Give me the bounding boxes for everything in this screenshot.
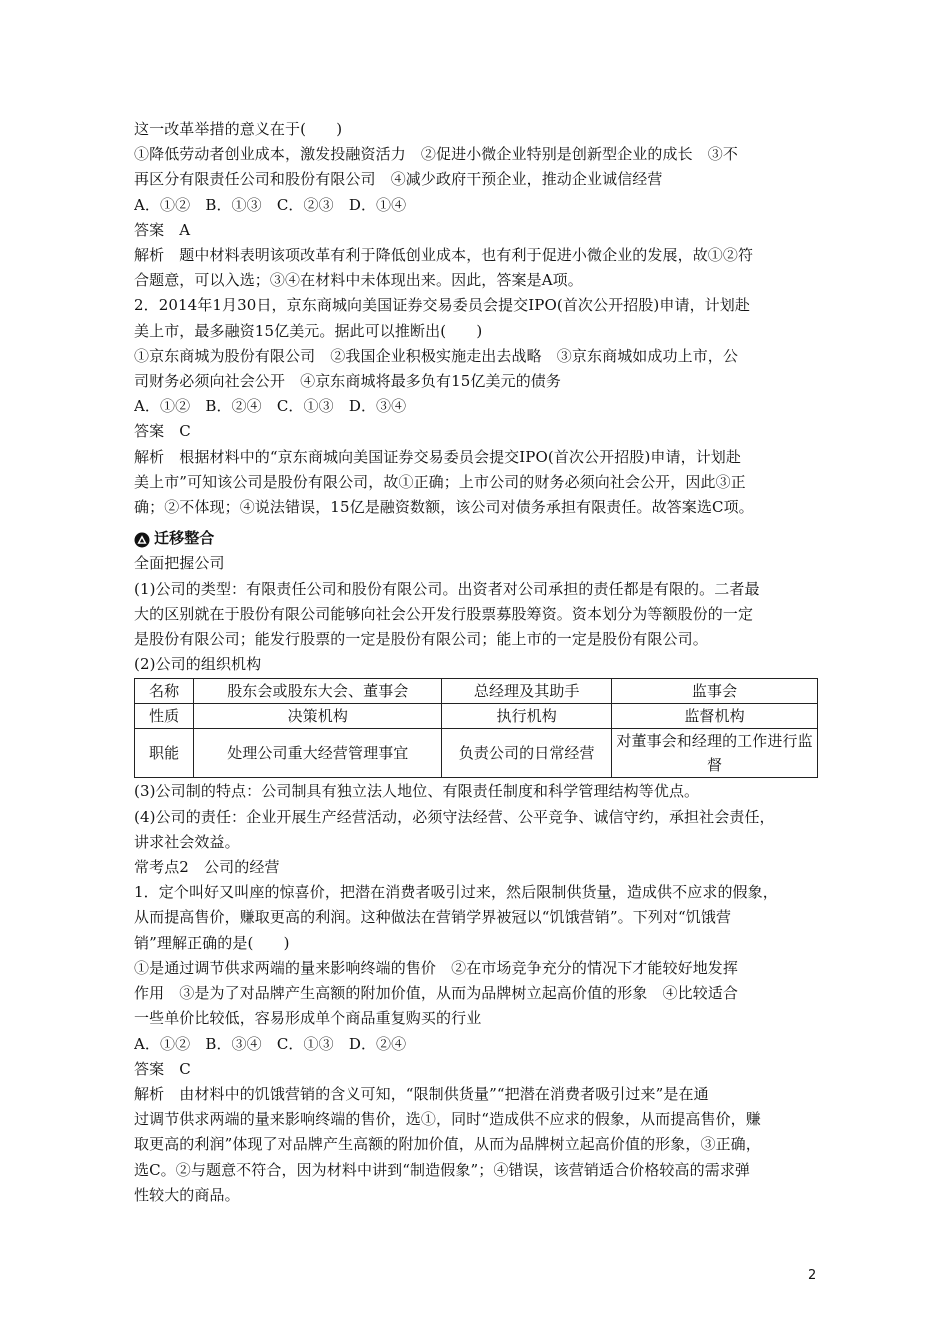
kp2-analysis-line: 解析 由材料中的饥饿营销的含义可知，“限制供货量”“把潜在消费者吸引过来”是在通 <box>134 1084 709 1103</box>
table-cell: 总经理及其助手 <box>442 679 612 704</box>
kp2-options-line: ①是通过调节供求两端的量来影响终端的售价 ②在市场竞争充分的情况下才能较好地发挥 <box>134 958 739 977</box>
section-p2: (2)公司的组织机构 <box>134 655 262 674</box>
q2-analysis-line: 解析 根据材料中的“京东商城向美国证券交易委员会提交IPO(首次公开招股)申请，计划赴 <box>134 447 741 466</box>
table-cell: 执行机构 <box>442 704 612 729</box>
q1-answer: 答案 A <box>134 220 191 239</box>
table-cell: 名称 <box>135 679 194 704</box>
q2-options-line: 司财务必须向社会公开 ④京东商城将最多负有15亿美元的债务 <box>134 372 561 391</box>
table-cell: 股东会或股东大会、董事会 <box>194 679 442 704</box>
section-p4-line: 讲求社会效益。 <box>134 832 240 851</box>
table-row <box>135 679 818 704</box>
kp2-answer: 答案 C <box>134 1059 191 1078</box>
table-cell: 监事会 <box>612 679 818 704</box>
kp2-analysis-line: 选C。②与题意不符合，因为材料中讲到“制造假象”；④错误，该营销适合价格较高的需求弹 <box>134 1160 751 1179</box>
q2-analysis-line: 美上市”可知该公司是股份有限公司，故①正确；上市公司的财务必须向社会公开，因此③正 <box>134 472 746 491</box>
q2-answer: 答案 C <box>134 422 191 441</box>
section-subtitle: 全面把握公司 <box>134 554 225 573</box>
table-cell: 对董事会和经理的工作进行监督 <box>612 729 818 778</box>
section-heading <box>134 526 818 551</box>
q2-stem-line: 美上市，最多融资15亿美元。据此可以推断出( ) <box>134 321 483 340</box>
kp2-title: 常考点2 公司的经营 <box>134 858 280 877</box>
q1-analysis-line: 合题意，可以入选；③④在材料中未体现出来。因此，答案是A项。 <box>134 271 583 290</box>
q2-stem-line: 2．2014年1月30日，京东商城向美国证券交易委员会提交IPO(首次公开招股)申请，计划赴 <box>134 296 750 315</box>
q1-options-line: ①降低劳动者创业成本，激发投融资活力 ②促进小微企业特别是创新型企业的成长 ③不 <box>134 145 739 164</box>
page-number: 2 <box>808 1268 817 1283</box>
table-cell: 决策机构 <box>194 704 442 729</box>
table-cell: 性质 <box>135 704 194 729</box>
kp2-options-line: 作用 ③是为了对品牌产生高额的附加价值，从而为品牌树立起高价值的形象 ④比较适合 <box>134 984 739 1003</box>
q1-choices: A．①② B．①③ C．②③ D．①④ <box>134 195 407 214</box>
kp2-analysis-line: 取更高的利润”体现了对品牌产生高额的附加价值，从而为品牌树立起高价值的形象，③正确， <box>134 1135 761 1154</box>
q2-choices: A．①② B．②④ C．①③ D．③④ <box>134 397 407 416</box>
table-cell: 监督机构 <box>612 704 818 729</box>
section-p4-line: (4)公司的责任：企业开展生产经营活动，必须守法经营、公平竞争、诚信守约，承担社会责任， <box>134 807 775 826</box>
kp2-stem-line: 1．定个叫好又叫座的惊喜价，把潜在消费者吸引过来，然后限制供货量，造成供不应求的假象， <box>134 883 778 902</box>
kp2-stem-line: 从而提高售价，赚取更高的利润。这种做法在营销学界被冠以“饥饿营销”。下列对“饥饿营 <box>134 908 732 927</box>
table-cell: 负责公司的日常经营 <box>442 729 612 778</box>
q1-analysis-line: 解析 题中材料表明该项改革有利于降低创业成本，也有利于促进小微企业的发展，故①②符 <box>134 246 754 265</box>
q1-stem: 这一改革举措的意义在于( ) <box>134 120 343 138</box>
q2-options-line: ①京东商城为股份有限公司 ②我国企业积极实施走出去战略 ③京东商城如成功上市，公 <box>134 346 739 365</box>
table-row <box>135 729 818 778</box>
kp2-options-line: 一些单价比较低，容易形成单个商品重复购买的行业 <box>134 1009 482 1028</box>
triangle-badge-icon <box>134 531 150 547</box>
organization-table <box>134 678 818 778</box>
table-cell: 处理公司重大经营管理事宜 <box>194 729 442 778</box>
kp2-choices: A．①② B．③④ C．①③ D．②④ <box>134 1034 407 1053</box>
document-body <box>134 117 818 1208</box>
q2-analysis-line: 确；②不体现；④说法错误，15亿是融资数额，该公司对债务承担有限责任。故答案选C项。 <box>134 498 754 517</box>
section-p1-line: (1)公司的类型：有限责任公司和股份有限公司。出资者对公司承担的责任都是有限的。二者最 <box>134 579 760 598</box>
q1-options-line: 再区分有限责任公司和股份有限公司 ④减少政府干预企业，推动企业诚信经营 <box>134 170 663 189</box>
section-p3: (3)公司制的特点：公司制具有独立法人地位、有限责任制度和科学管理结构等优点。 <box>134 782 700 801</box>
kp2-analysis-line: 性较大的商品。 <box>134 1185 240 1204</box>
section-p1-line: 是股份有限公司；能发行股票的一定是股份有限公司；能上市的一定是股份有限公司。 <box>134 630 708 649</box>
kp2-stem-line: 销”理解正确的是( ) <box>134 933 290 952</box>
table-row <box>135 704 818 729</box>
kp2-analysis-line: 过调节供求两端的量来影响终端的售价，选①，同时“造成供不应求的假象，从而提高售价，赚 <box>134 1110 761 1129</box>
section-p1-line: 大的区别就在于股份有限公司能够向社会公开发行股票募股筹资。资本划分为等额股份的一定 <box>134 604 754 623</box>
section-title: 迁移整合 <box>154 529 215 548</box>
table-cell: 职能 <box>135 729 194 778</box>
